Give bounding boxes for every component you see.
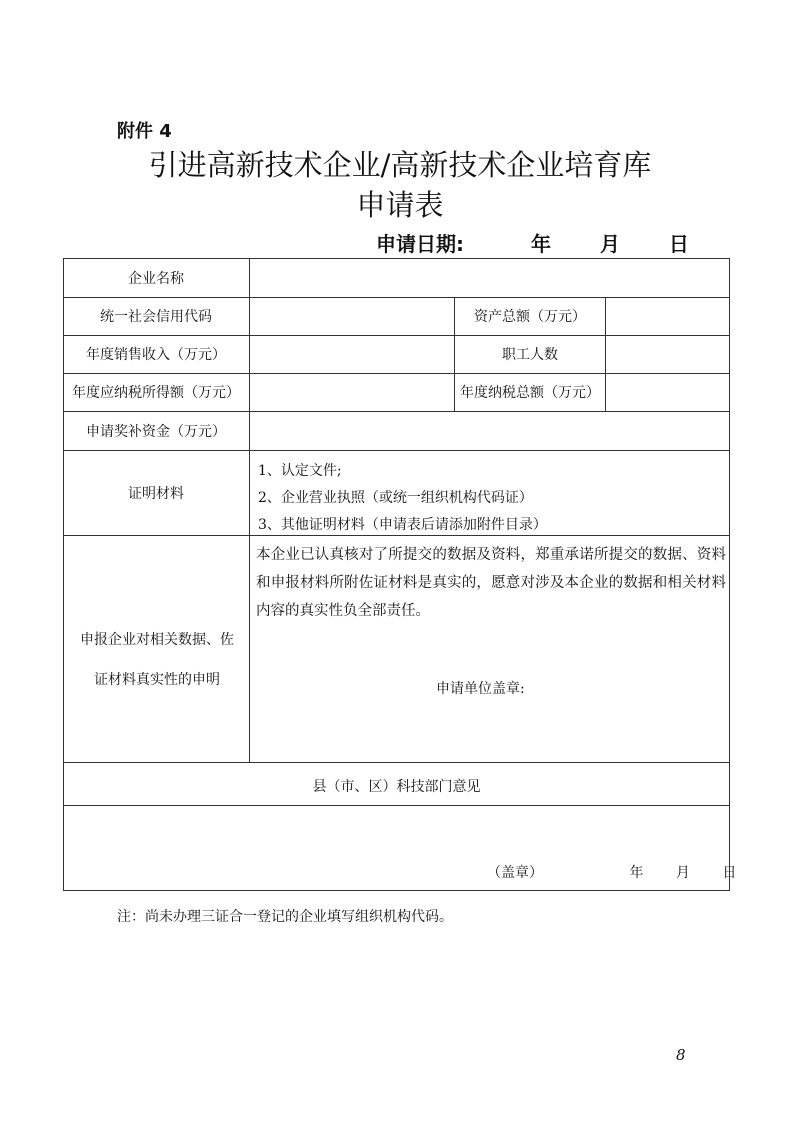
footnote: 注：尚未办理三证合一登记的企业填写组织机构代码。 [117, 909, 453, 925]
date-year-label: 年 [530, 232, 551, 256]
total-tax-field[interactable] [606, 374, 729, 411]
dept-month-label: 月 [675, 865, 690, 881]
subsidy-field[interactable] [250, 412, 729, 450]
credit-code-label: 统一社会信用代码 [100, 309, 212, 325]
dept-opinion-title: 县（市、区）科技部门意见 [312, 779, 481, 795]
application-date-label: 申请日期: [376, 232, 464, 256]
materials-item: 2、企业营业执照（或统一组织机构代码证） [258, 490, 533, 506]
declaration-label [64, 620, 250, 700]
annual-sales-label: 年度销售收入（万元） [86, 347, 226, 363]
company-name-field[interactable] [250, 259, 729, 297]
dept-year-label: 年 [629, 865, 644, 881]
declaration-label-line: 申报企业对相关数据、佐 [80, 632, 234, 648]
materials-item: 3、其他证明材料（申请表后请添加附件目录） [258, 517, 547, 533]
date-month-label: 月 [599, 232, 620, 256]
taxable-income-field[interactable] [250, 374, 454, 411]
credit-code-field[interactable] [250, 298, 454, 335]
taxable-income-label: 年度应纳税所得额（万元） [72, 385, 240, 401]
form-title-line1: 引进高新技术企业/高新技术企业培育库 [148, 148, 652, 182]
materials-list [258, 458, 547, 539]
subsidy-label: 申请奖补资金（万元） [86, 423, 226, 440]
company-name-label: 企业名称 [128, 270, 184, 287]
declaration-text: 本企业已认真核对了所提交的数据及资料，郑重承诺所提交的数据、资料和申报材料所附佐证材料是真实的，愿意对涉及本企业的数据和相关材料内容的真实性负全部责任。 [256, 547, 726, 619]
date-day-label: 日 [668, 232, 689, 256]
materials-label: 证明材料 [128, 485, 184, 502]
annual-sales-field[interactable] [250, 336, 454, 373]
total-tax-label: 年度纳税总额（万元） [460, 385, 600, 401]
total-assets-label: 资产总额（万元） [474, 309, 586, 325]
attachment-label: 附件 4 [117, 121, 172, 142]
materials-item: 1、认定文件; [258, 463, 342, 479]
table-rule [63, 762, 730, 763]
dept-day-label: 日 [722, 865, 737, 881]
dept-opinion-field[interactable] [64, 806, 729, 856]
table-border-bottom [63, 890, 730, 891]
total-assets-field[interactable] [606, 298, 729, 335]
page-number: 8 [676, 1046, 686, 1064]
dept-seal-row [487, 862, 736, 882]
applicant-seal-label: 申请单位盖章: [436, 681, 525, 697]
dept-seal-label: （盖章） [487, 865, 543, 881]
applicant-seal-area[interactable] [530, 670, 725, 710]
employees-field[interactable] [606, 336, 729, 373]
table-border-right [729, 258, 730, 891]
declaration-label-line: 证材料真实性的申明 [94, 672, 220, 688]
employees-label: 职工人数 [502, 347, 558, 363]
form-title-line2: 申请表 [356, 188, 444, 222]
